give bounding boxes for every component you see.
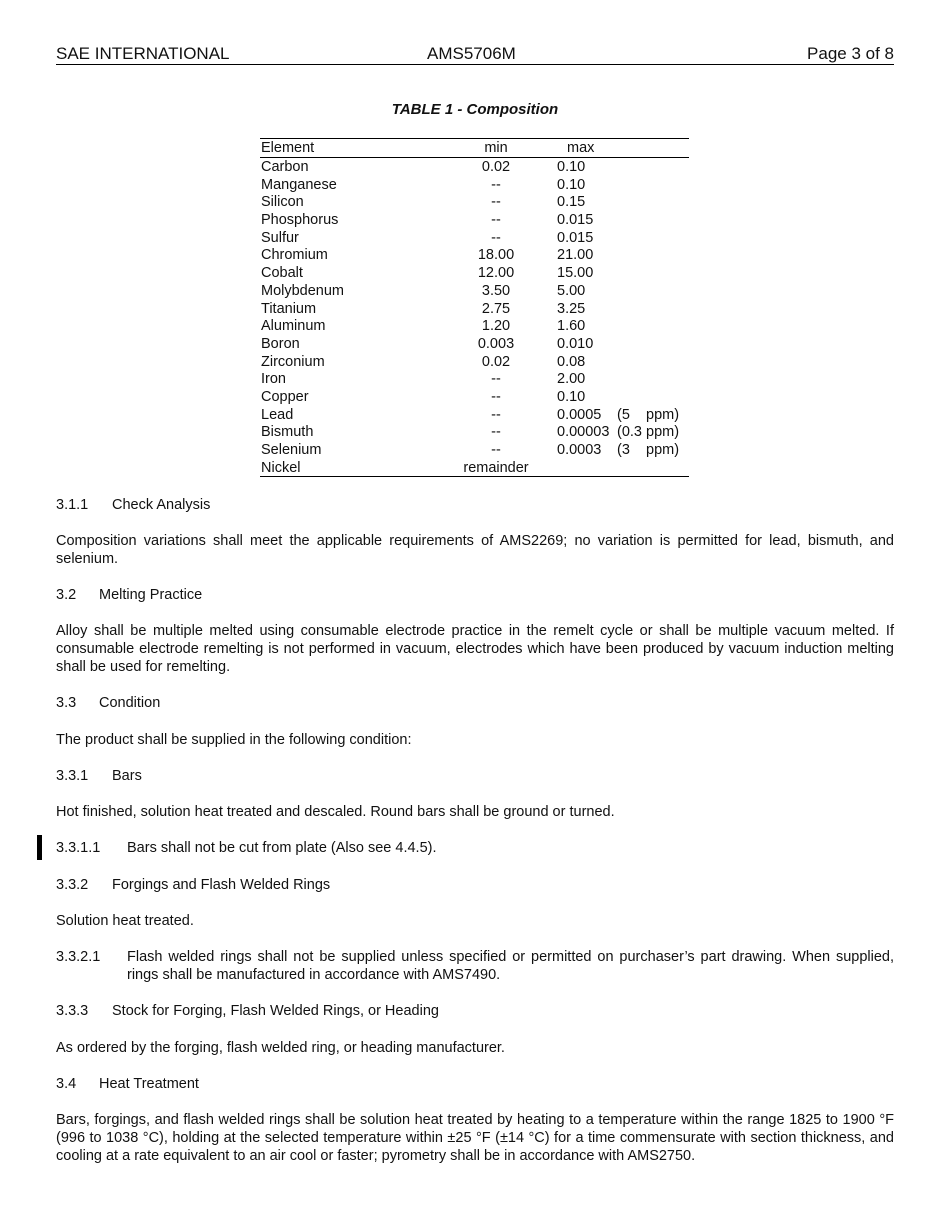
table-row [260, 176, 689, 194]
table-header-row [260, 139, 689, 158]
min-cell: -- [491, 229, 501, 246]
table-row [260, 282, 689, 300]
min-cell: remainder [463, 459, 529, 476]
table-row [260, 193, 689, 211]
page-header [56, 44, 894, 65]
table-row [260, 388, 689, 406]
max-cell: 5.00 [557, 282, 586, 299]
section-title: Melting Practice [99, 587, 203, 603]
max-cell: 0.015 [557, 212, 594, 229]
min-cell: 2.75 [481, 300, 511, 317]
max-cell: 15.00 [557, 265, 594, 282]
max-cell: 0.00003 [557, 424, 610, 441]
section-number: 3.4 [56, 1076, 77, 1092]
section-title: Forgings and Flash Welded Rings [112, 877, 331, 893]
section-3-3-heading [56, 694, 160, 712]
composition-table [260, 138, 689, 477]
max-cell: 3.25 [557, 300, 586, 317]
table-row [260, 317, 689, 335]
element-cell: Chromium [261, 247, 328, 264]
ppm-cell: (0.3 ppm) [617, 424, 680, 441]
element-cell: Copper [261, 388, 309, 405]
header-page-number: Page 3 of 8 [807, 44, 894, 63]
section-3-4-heading [56, 1075, 199, 1093]
max-cell: 2.00 [557, 371, 586, 388]
max-cell: 0.010 [557, 335, 594, 352]
element-cell: Lead [261, 406, 294, 423]
table-row [260, 229, 689, 247]
min-cell: -- [491, 371, 501, 388]
min-cell: 0.02 [481, 159, 511, 175]
section-title: Bars [112, 768, 142, 784]
table-row [260, 441, 689, 459]
section-title: Heat Treatment [99, 1076, 199, 1092]
element-cell: Selenium [261, 442, 322, 458]
max-cell: 0.0003 [557, 442, 602, 458]
min-cell: -- [491, 212, 501, 229]
min-cell: -- [491, 194, 501, 211]
min-cell: 18.00 [477, 247, 515, 264]
section-title: Condition [99, 695, 161, 711]
element-cell: Nickel [261, 459, 301, 476]
min-cell: 12.00 [477, 265, 515, 282]
section-3-3-2-1-number: 3.3.2.1 [56, 949, 101, 965]
section-3-3-2-1-text: Flash welded rings shall not be supplied unless specified or permitted on purchaser’s part drawing. When supplied, rings shall be manufactured in accordance with AMS7490. [127, 949, 894, 983]
min-cell: -- [491, 388, 501, 405]
paragraph-bars: Hot finished, solution heat treated and descaled. Round bars shall be ground or turned. [56, 804, 615, 820]
max-cell: 0.10 [557, 159, 586, 175]
table-row [260, 406, 689, 424]
max-cell: 21.00 [557, 247, 594, 264]
paragraph-melting-practice: Alloy shall be multiple melted using consumable electrode practice in the remelt cycle or shall be multiple vacuum melted. If consumable electrode remelting is not performed in vacuum, electrodes which have been produced by vacuum induction melting shall be used for remelting. [56, 623, 894, 675]
section-3-2-heading [56, 586, 202, 604]
table-row [260, 264, 689, 282]
section-3-3-3-heading [56, 1002, 439, 1020]
element-cell: Iron [261, 371, 286, 388]
element-cell: Manganese [261, 176, 337, 193]
min-cell: 1.20 [481, 318, 511, 335]
ppm-cell: (5 ppm) [617, 406, 680, 423]
column-header-element: Element [261, 140, 315, 156]
revision-change-bar [37, 835, 42, 860]
max-cell: 1.60 [557, 318, 586, 335]
section-3-3-1-heading [56, 767, 142, 785]
paragraph-stock: As ordered by the forging, flash welded ring, or heading manufacturer. [56, 1040, 505, 1056]
section-number: 3.3.1 [56, 768, 89, 784]
element-cell: Titanium [261, 300, 317, 317]
table-row [260, 246, 689, 264]
table-row [260, 370, 689, 388]
element-cell: Silicon [261, 194, 304, 211]
element-cell: Phosphorus [261, 212, 339, 229]
paragraph-heat-treatment: Bars, forgings, and flash welded rings shall be solution heat treated by heating to a temperature within the range 1825 to 1900 °F (996 to 1038 °C), holding at the selected temperature within ±25 °F (±14 °C) for a time commensurate with section thickness, and cooling at a rate equivalent to an air cool or faster; pyrometry shall be in accordance with AMS2750. [56, 1112, 894, 1164]
table-row [260, 459, 689, 477]
element-cell: Molybdenum [261, 282, 345, 299]
ppm-cell: (3 ppm) [617, 442, 680, 458]
max-cell: 0.0005 [557, 406, 602, 423]
section-3-1-1-heading [56, 496, 210, 514]
section-number: 3.3 [56, 695, 77, 711]
min-cell: -- [491, 176, 501, 193]
paragraph-check-analysis: Composition variations shall meet the applicable requirements of AMS2269; no variation is permitted for lead, bismuth, and selenium. [56, 533, 894, 567]
element-cell: Carbon [261, 159, 309, 175]
min-cell: 0.02 [481, 353, 511, 370]
column-header-max: max [567, 140, 595, 156]
element-cell: Aluminum [261, 318, 326, 335]
max-cell: 0.015 [557, 229, 594, 246]
table-row [260, 423, 689, 441]
table-row [260, 353, 689, 371]
max-cell: 0.15 [557, 194, 586, 211]
table-row [260, 300, 689, 318]
table-row [260, 158, 689, 176]
max-cell: 0.10 [557, 176, 586, 193]
section-number: 3.2 [56, 587, 77, 603]
element-cell: Cobalt [261, 265, 303, 282]
section-number: 3.3.2 [56, 877, 89, 893]
min-cell: 3.50 [481, 282, 511, 299]
element-cell: Zirconium [261, 353, 325, 370]
column-header-min: min [484, 140, 508, 156]
header-organization: SAE INTERNATIONAL [56, 44, 230, 63]
table-row [260, 335, 689, 353]
max-cell: 0.08 [557, 353, 586, 370]
paragraph-forgings: Solution heat treated. [56, 913, 194, 929]
section-3-3-1-1-text: Bars shall not be cut from plate (Also see 4.4.5). [127, 840, 437, 856]
min-cell: -- [491, 442, 501, 458]
min-cell: 0.003 [477, 335, 515, 352]
paragraph-condition: The product shall be supplied in the following condition: [56, 732, 412, 748]
section-number: 3.1.1 [56, 497, 89, 513]
min-cell: -- [491, 406, 501, 423]
element-cell: Sulfur [261, 229, 299, 246]
header-document-number: AMS5706M [427, 44, 516, 63]
min-cell: -- [491, 424, 501, 441]
section-number: 3.3.3 [56, 1003, 89, 1019]
table-row [260, 211, 689, 229]
table-title: TABLE 1 - Composition [391, 101, 559, 118]
section-3-3-1-1-number: 3.3.1.1 [56, 840, 101, 856]
section-3-3-2-heading [56, 876, 330, 894]
section-title: Stock for Forging, Flash Welded Rings, or Heading [112, 1003, 439, 1019]
max-cell: 0.10 [557, 388, 586, 405]
section-title: Check Analysis [112, 497, 211, 513]
element-cell: Bismuth [261, 424, 314, 441]
element-cell: Boron [261, 335, 300, 352]
